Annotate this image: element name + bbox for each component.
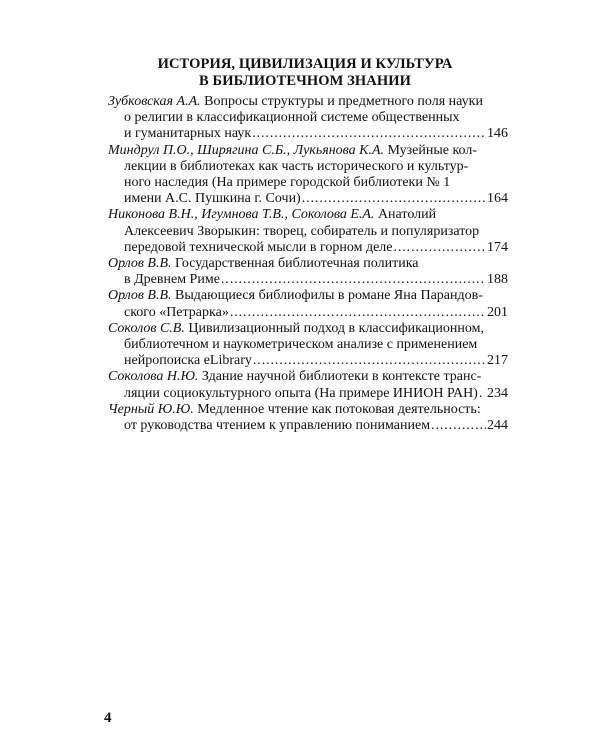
- toc-entry-last-line: [108, 191, 508, 207]
- toc-entry-last-line: [108, 126, 508, 142]
- toc-entry-page-number: 188: [487, 272, 508, 288]
- toc-entry-title-text: Медленное чтение как потоковая деятельность:: [193, 401, 481, 417]
- toc-entry-author: Никонова В.Н., Игумнова Т.В., Соколова Е.А.: [108, 207, 375, 223]
- toc-entry[interactable]: [108, 256, 508, 288]
- toc-entry-title-text: лекции в библиотеках как часть исторического и культур-: [124, 158, 469, 174]
- toc-entry-page-number: 201: [487, 304, 508, 320]
- dot-leader: [393, 240, 486, 256]
- toc-entry-first-line: [108, 143, 508, 159]
- toc-entry-last-line: [108, 305, 508, 321]
- toc-entry-first-line: [108, 321, 508, 337]
- toc-entry-title-text: нейропоиска eLibrary: [124, 353, 252, 369]
- toc-entry-title-text: Вопросы структуры и предметного поля науки: [200, 94, 483, 109]
- toc-entry-page-number: 164: [487, 191, 508, 207]
- toc-entry-author: Соколов С.В.: [108, 320, 185, 336]
- toc-entry-author: Орлов В.В.: [108, 256, 172, 272]
- toc-entry-author: Черный Ю.Ю.: [108, 401, 194, 417]
- toc-entry-last-line: [108, 240, 508, 256]
- toc-entry-last-line: [108, 272, 508, 288]
- toc-entry[interactable]: [108, 94, 508, 143]
- toc-entry-title-text: Анатолий: [374, 207, 437, 223]
- toc-entry-title-text: ляции социокультурного опыта (На примере ИНИОН РАН): [124, 385, 478, 401]
- toc-entry-title-text: Музейные кол-: [384, 142, 478, 158]
- toc-entry-page-number: 146: [487, 126, 508, 142]
- toc-entry-first-line: [108, 369, 508, 385]
- toc-entry[interactable]: [108, 143, 508, 208]
- toc-entry-first-line: [108, 94, 508, 110]
- toc-entry-page-number: 174: [487, 239, 508, 255]
- toc-entry-page-number: 244: [487, 418, 508, 434]
- toc-entry[interactable]: [108, 402, 508, 434]
- dot-leader: [253, 353, 486, 369]
- dot-leader: [221, 272, 486, 288]
- toc-entry-page-number: 234: [487, 385, 508, 401]
- toc-entry[interactable]: [108, 321, 508, 370]
- toc-entry-last-line: [108, 353, 508, 369]
- toc-entry-title-text: имени А.С. Пушкина г. Сочи): [124, 191, 301, 207]
- toc-entry-title-text: библиотечном и наукометрическом анализе с применением: [124, 337, 478, 353]
- toc-entry-first-line: [108, 256, 508, 272]
- dot-leader: [302, 191, 486, 207]
- toc-entry-title-text: Государственная библиотечная политика: [171, 256, 419, 272]
- toc-entry[interactable]: [108, 288, 508, 320]
- page-number: 4: [104, 710, 112, 726]
- dot-leader: [252, 126, 486, 142]
- toc-entry-title-text: и гуманитарных наук: [124, 126, 252, 142]
- toc-entry-title-text: от руководства чтением к управлению пониманием: [124, 418, 431, 434]
- toc-entry-title-text: о религии в классификационной системе общественных: [124, 110, 460, 126]
- section-title-line-1: ИСТОРИЯ, ЦИВИЛИЗАЦИЯ И КУЛЬТУРА: [157, 56, 453, 72]
- toc-entry-title-text: Цивилизационный подход в классификационном,: [184, 320, 484, 336]
- toc-entry-last-line: [108, 418, 508, 434]
- toc-entry-title-text: Выдающиеся библиофилы в романе Яна Парандов-: [171, 288, 483, 304]
- toc-entry-author: Соколова Н.Ю.: [108, 369, 199, 385]
- toc-entry[interactable]: [108, 369, 508, 401]
- toc-entry-first-line: [108, 207, 508, 223]
- toc-entry-author: Орлов В.В.: [108, 288, 172, 304]
- toc-entry-title-text: Алексеевич Зворыкин: творец, собиратель и популяризатор: [124, 223, 480, 239]
- dot-leader: [431, 418, 486, 434]
- toc-entry-page-number: 217: [487, 353, 508, 369]
- toc-entry-author: Миндрул П.О., Ширягина С.Б., Лукьянова К.А.: [108, 142, 384, 158]
- dot-leader: [230, 305, 486, 321]
- toc-entry-title-text: ного наследия (На примере городской библиотеки № 1: [124, 175, 451, 191]
- section-title-line-2: В БИБЛИОТЕЧНОМ ЗНАНИИ: [199, 73, 411, 89]
- table-of-contents: [108, 94, 508, 434]
- dot-leader: [479, 386, 484, 402]
- toc-entry-title-text: Здание научной библиотеки в контексте транс-: [198, 369, 482, 385]
- toc-entry-title-text: в Древнем Риме: [124, 272, 220, 288]
- toc-entry-first-line: [108, 288, 508, 304]
- toc-entry-title-text: ского «Петрарка»: [124, 304, 229, 320]
- toc-entry-author: Зубковская А.А.: [108, 94, 201, 109]
- toc-entry[interactable]: [108, 207, 508, 256]
- toc-entry-title-text: передовой технической мысли в горном деле: [124, 239, 393, 255]
- toc-entry-first-line: [108, 402, 508, 418]
- toc-entry-last-line: [108, 386, 508, 402]
